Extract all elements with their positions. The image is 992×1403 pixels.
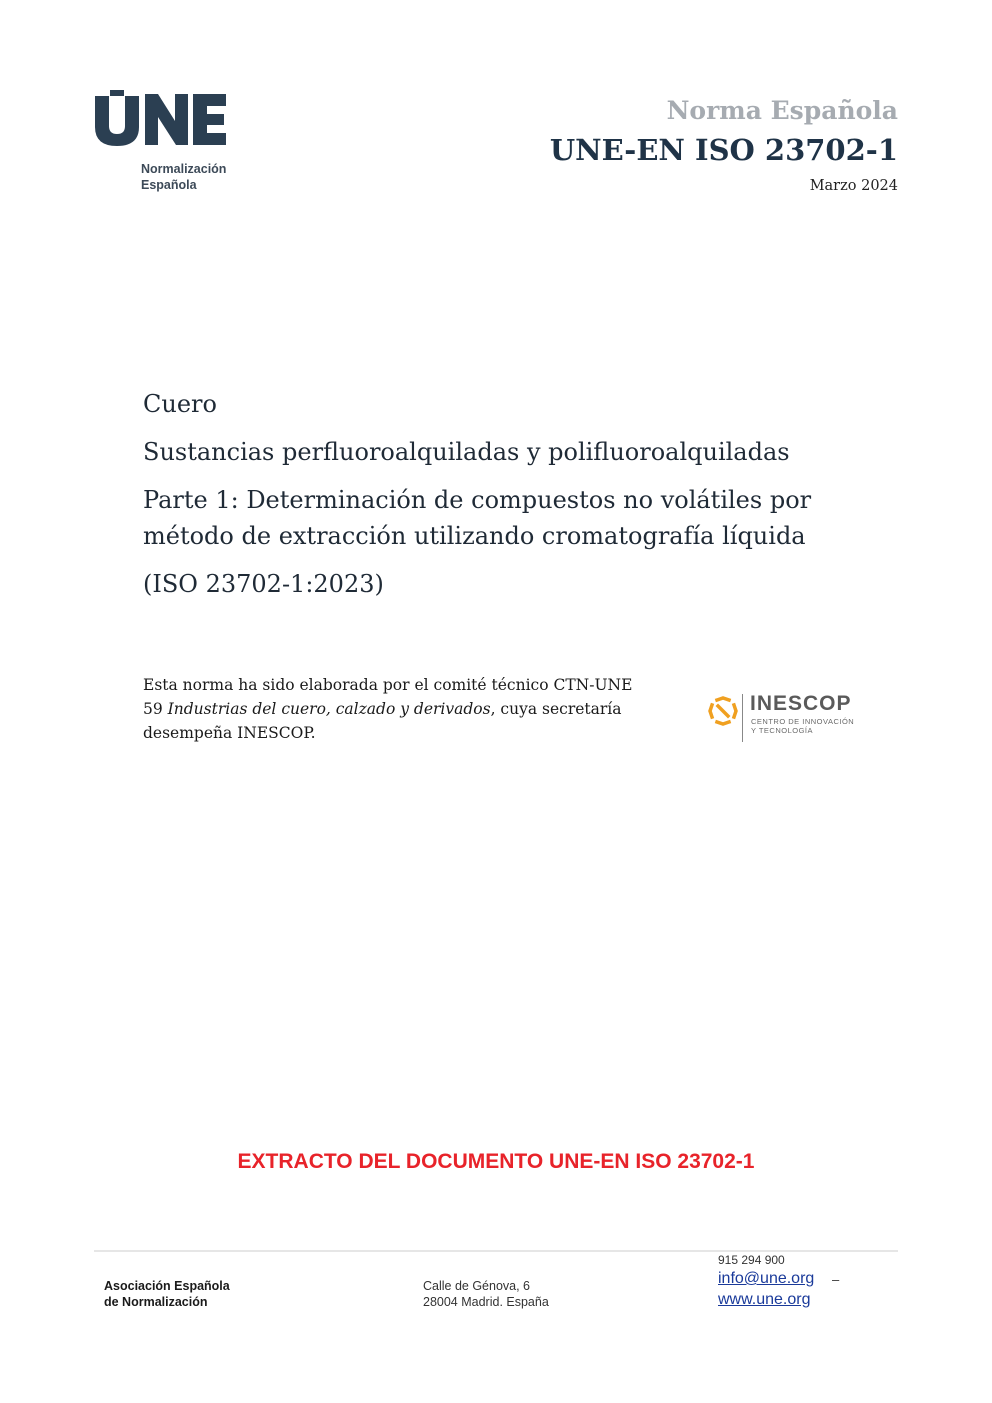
footer-phone: 915 294 900 [718,1253,785,1267]
footer-association-line-1: Asociación Española [104,1279,230,1293]
norma-code: UNE-EN ISO 23702-1 [549,133,898,167]
une-logo-mark [93,90,228,148]
inescop-tagline-1: CENTRO DE INNOVACIÓN [751,717,855,726]
title-main: Sustancias perfluoroalquiladas y polifluoroalquiladas [143,438,790,466]
une-logo-subtitle-2: Española [141,178,197,192]
footer-address-line-2: 28004 Madrid. España [423,1295,549,1309]
une-logo [93,90,243,200]
une-logo-subtitle-1: Normalización [141,162,227,176]
inescop-name: INESCOP [750,692,852,715]
title-part: Parte 1: Determinación de compuestos no volátiles por método de extracción utilizando cromatografía líquida [143,486,812,550]
inescop-divider [742,694,743,742]
extract-banner: EXTRACTO DEL DOCUMENTO UNE-EN ISO 23702-1 [237,1150,755,1173]
footer-separator: – [832,1272,840,1287]
footer-divider [94,1250,898,1252]
committee-name: Industrias del cuero, calzado y derivados [167,700,491,718]
publication-date: Marzo 2024 [809,178,898,194]
norma-label: Norma Española [666,96,898,125]
inescop-logo [708,690,883,746]
committee-text-a: Esta norma ha sido elaborada por el comité técnico CTN-UNE 59 [143,676,633,718]
committee-paragraph [143,673,653,745]
title-iso-reference: (ISO 23702-1:2023) [143,570,384,598]
title-subject: Cuero [143,390,217,418]
footer-address-line-1: Calle de Génova, 6 [423,1279,531,1293]
footer-web-link[interactable]: www.une.org [718,1291,811,1308]
footer-association-line-2: de Normalización [104,1295,208,1309]
committee-text-b: , cuya secretaría desempeña INESCOP. [143,700,622,742]
inescop-tagline-2: Y TECNOLOGÍA [751,726,813,735]
footer-email-link[interactable]: info@une.org [718,1270,815,1287]
inescop-star-icon [708,696,738,726]
